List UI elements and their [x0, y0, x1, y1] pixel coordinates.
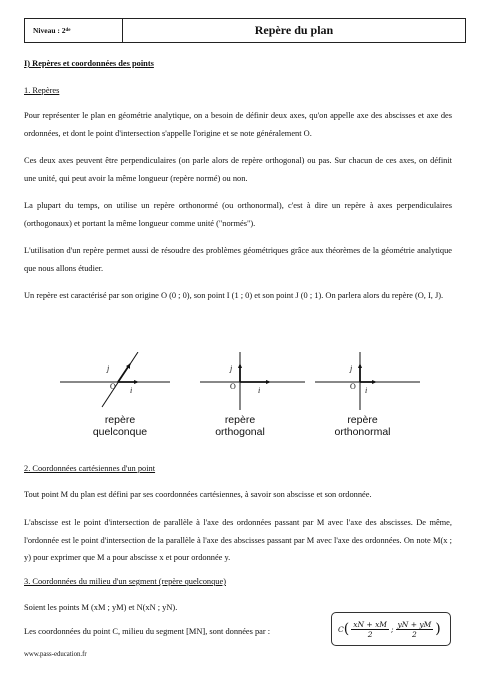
level-label [25, 19, 123, 42]
paragraph-9: Les coordonnées du point C, milieu du segment [MN], sont données par : [24, 627, 271, 636]
denominator-y: 2 [412, 629, 417, 639]
caption-line: repère [104, 414, 136, 426]
repere-figures [60, 352, 430, 457]
page-title: Repère du plan [254, 23, 334, 37]
header-box [24, 18, 466, 43]
paragraph-3: La plupart du temps, on utilise un repère orthonormé (ou orthonormal), c'est à dire un repère à axes perpendiculaires (orthogonaux) et portant la même longueur comme unité ("normés"). [24, 201, 452, 228]
subsection-title-1: 1. Repères [24, 86, 60, 95]
caption-quelconque [80, 414, 160, 438]
caption-line: repère [347, 414, 378, 426]
open-paren: ( [343, 621, 350, 637]
section-title: I) Repères et coordonnées des points [24, 59, 154, 68]
label-j-2: j [230, 364, 233, 373]
paragraph-6: Tout point M du plan est défini par ses coordonnées cartésiennes, à savoir son abscisse et son ordonnée. [24, 490, 372, 499]
paragraph-4: L'utilisation d'un repère permet aussi de résoudre des problèmes géométriques grâce aux théorèmes de la géométrie analytique que nous allons étudier. [24, 246, 452, 273]
paragraph-1: Pour représenter le plan en géométrie analytique, on a besoin de définir deux axes, qu'on appelle axe des abscisses et axe des ordonnées, et dont le point d'intersection s'appelle l'origine et se note généralement O. [24, 111, 452, 138]
fraction-x [351, 620, 389, 639]
figure-quelconque [60, 352, 180, 412]
denominator-x: 2 [367, 629, 373, 639]
caption-line: quelconque [92, 426, 148, 438]
label-i-1: i [130, 386, 133, 395]
fraction-y [396, 620, 434, 639]
caption-line: orthogonal [215, 426, 265, 438]
label-j-3: j [350, 364, 353, 373]
level-sup: de [65, 28, 71, 33]
label-i-3: i [365, 386, 368, 395]
level-text: Niveau : 2 [33, 26, 66, 35]
subsection-title-2: 2. Coordonnées cartésiennes d'un point [24, 464, 156, 473]
paragraph-7: L'abscisse est le point d'intersection de parallèle à l'axe des ordonnées passant par M avec l'axe des abscisses. De même, l'ordonnée est le point d'intersection de la parallèle à l'axe des abscisses passant par M avec l'axe des ordonnées. On note M(x ; y) pour exprimer que M a pour abscisse x et pour ordonnée y. [24, 518, 452, 562]
separator: ; [390, 624, 394, 634]
figure-orthogonal [190, 352, 310, 412]
label-j-1: j [107, 364, 110, 373]
caption-line: orthonormal [334, 426, 391, 438]
figure-orthonormal [315, 352, 425, 412]
label-i-2: i [258, 386, 261, 395]
formula-prefix: C [338, 624, 344, 634]
subsection-title-3: 3. Coordonnées du milieu d'un segment (repère quelconque) [24, 577, 226, 586]
paragraph-5: Un repère est caractérisé par son origine O (0 ; 0), son point I (1 ; 0) et son point J (0 ; 1). On parlera alors du repère (O, I, J). [24, 291, 444, 300]
label-origin-2: O [230, 382, 236, 391]
numerator-x: xN + xM [353, 619, 387, 629]
numerator-y: yN + yM [397, 619, 432, 629]
caption-orthonormal [320, 414, 405, 438]
close-paren: ) [435, 621, 441, 637]
label-origin-1: O [110, 382, 116, 391]
midpoint-formula [331, 612, 451, 646]
paragraph-2: Ces deux axes peuvent être perpendiculaires (on parle alors de repère orthogonal) ou pas. Sur chacun de ces axes, on définit une unité, qui peut avoir la même longueur (repère normé) ou non. [24, 156, 452, 183]
footer-url[interactable]: www.pass-education.fr [24, 651, 87, 658]
caption-line: repère [224, 414, 256, 426]
caption-orthogonal [200, 414, 280, 438]
label-origin-3: O [350, 382, 356, 391]
paragraph-8: Soient les points M (xM ; yM) et N(xN ; yN). [24, 603, 178, 612]
